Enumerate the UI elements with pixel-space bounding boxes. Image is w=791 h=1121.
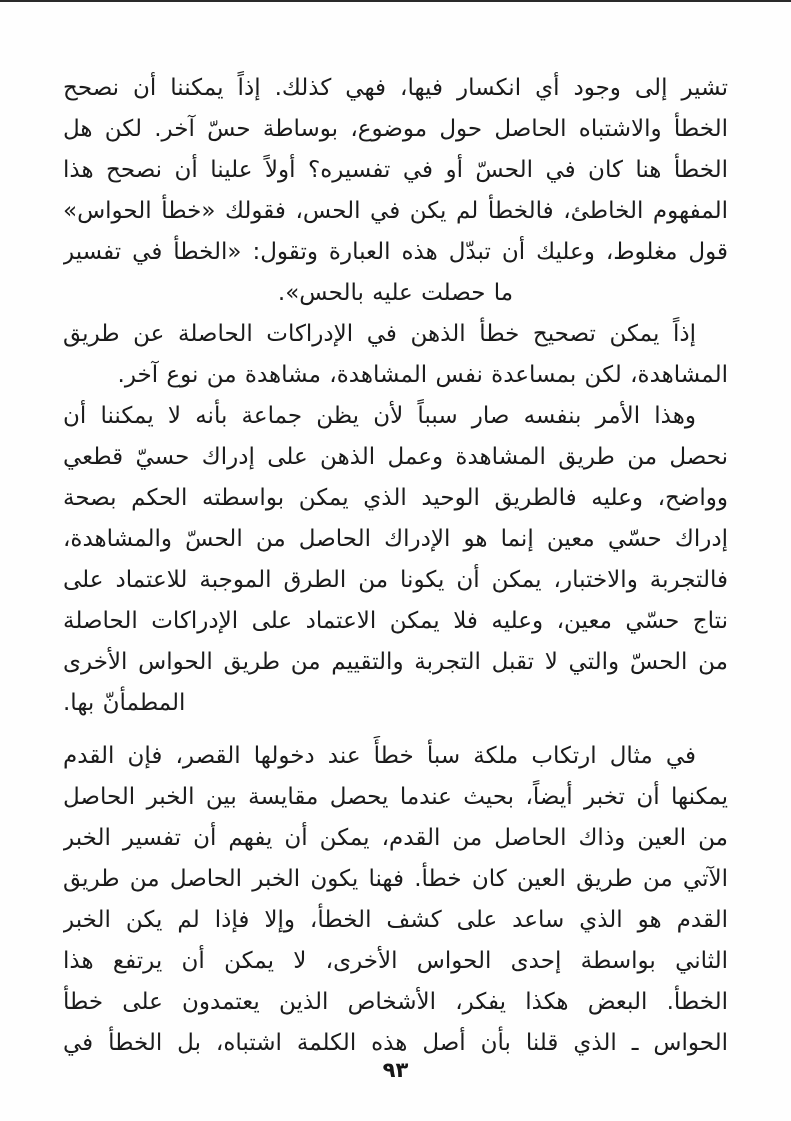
text-line: ما حصلت عليه بالحس».	[277, 280, 514, 306]
text-line: المفهوم الخاطئ، فالخطأ لم يكن في الحس، فقولك «خطأ الحواس»	[63, 198, 728, 224]
text-line: نتاج حسّي معين، وعليه فلا يمكن الاعتماد على الإدراكات الحاصلة	[63, 608, 728, 634]
text-block	[63, 68, 728, 1064]
text-line: إدراك حسّي معين إنما هو الإدراك الحاصل من الحسّ والمشاهدة،	[63, 526, 728, 552]
text-line: المشاهدة، لكن بمساعدة نفس المشاهدة، مشاهدة من نوع آخر.	[117, 362, 728, 388]
text-line: إذاً يمكن تصحيح خطأ الذهن في الإدراكات الحاصلة عن طريق	[63, 321, 696, 347]
text-line: الخطأ هنا كان في الحسّ أو في تفسيره؟ أولاً علينا أن نصحح هذا	[63, 157, 728, 183]
text-line: من الحسّ والتي لا تقبل التجربة والتقييم من طريق الحواس الأخرى	[63, 649, 728, 675]
text-line: الخطأ. البعض هكذا يفكر، الأشخاص الذين يعتمدون على خطأ	[63, 989, 728, 1015]
text-line: الحواس ـ الذي قلنا بأن أصل هذه الكلمة اشتباه، بل الخطأ في	[63, 1030, 728, 1056]
text-line: الخطأ والاشتباه الحاصل حول موضوع، بوساطة حسّ آخر. لكن هل	[63, 116, 728, 142]
text-line: فالتجربة والاختبار، يمكن أن يكونا من الطرق الموجبة للاعتماد على	[63, 567, 728, 593]
text-line: الثاني بواسطة إحدى الحواس الأخرى، لا يمكن أن يرتفع هذا	[63, 948, 728, 974]
paragraph-1	[63, 68, 728, 314]
text-line: تشير إلى وجود أي انكسار فيها، فهي كذلك. إذاً يمكننا أن نصحح	[63, 75, 728, 101]
text-line: وهذا الأمر بنفسه صار سبباً لأن يظن جماعة بأنه لا يمكننا أن	[63, 403, 696, 429]
text-line: قول مغلوط، وعليك أن تبدّل هذه العبارة وتقول: «الخطأ في تفسير	[63, 239, 728, 265]
paragraph-2	[63, 314, 728, 396]
text-line: يمكنها أن تخبر أيضاً، بحيث عندما يحصل مقايسة بين الخبر الحاصل	[63, 784, 728, 810]
text-line: المطمأنّ بها.	[63, 690, 186, 716]
scan-edge-artifact	[0, 0, 791, 2]
text-line: نحصل من طريق المشاهدة وعمل الذهن على إدراك حسيّ قطعي	[63, 444, 728, 470]
text-line: القدم هو الذي ساعد على كشف الخطأ، وإلا فإذا لم يكن الخبر	[63, 907, 728, 933]
text-line: في مثال ارتكاب ملكة سبأ خطأً عند دخولها القصر، فإن القدم	[63, 743, 696, 769]
paragraph-4	[63, 736, 728, 1064]
text-line: وواضح، وعليه فالطريق الوحيد الذي يمكن بواسطته الحكم بصحة	[63, 485, 728, 511]
text-line: من العين وذاك الحاصل من القدم، يمكن أن يفهم أن تفسير الخبر	[63, 825, 728, 851]
paragraph-3	[63, 396, 728, 724]
text-line: الآتي من طريق العين كان خطأ. فهنا يكون الخبر الحاصل من طريق	[63, 866, 728, 892]
page-number: ٩٣	[382, 1058, 409, 1082]
